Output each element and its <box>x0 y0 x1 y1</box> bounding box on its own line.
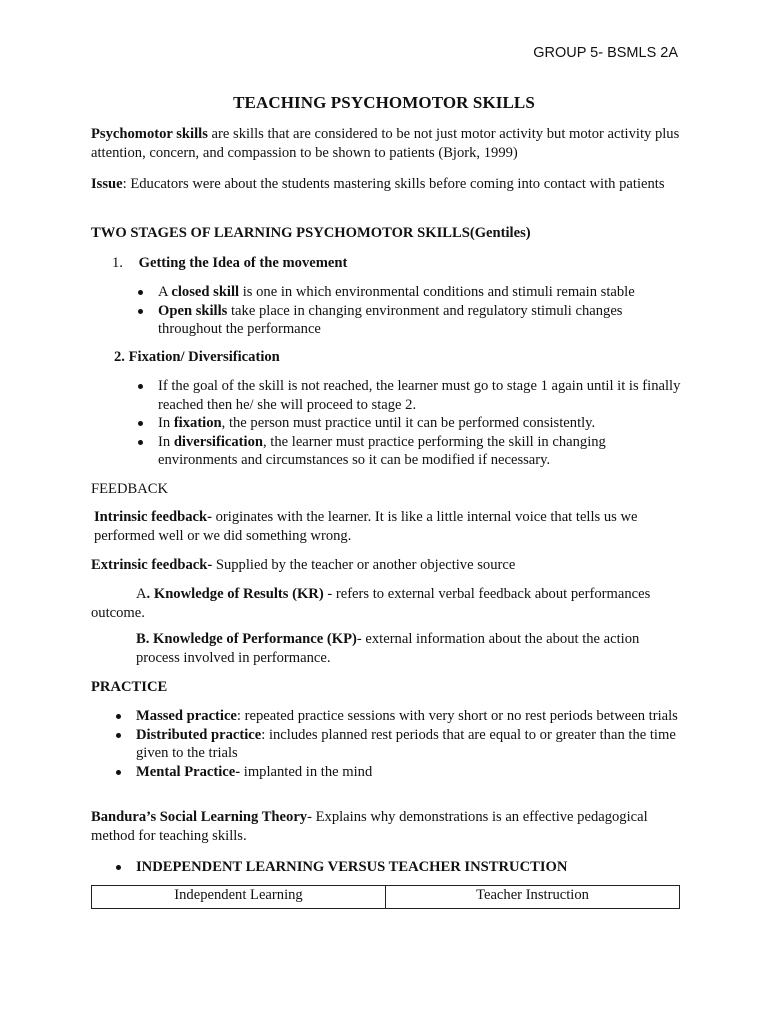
intrinsic-feedback: Intrinsic feedback- originates with the learner. It is like a little internal voice that tells us we performed well or we did something wrong. <box>94 509 638 544</box>
definition-term: Psychomotor skills <box>91 126 208 142</box>
list-item: In fixation, the person must practice until it can be performed consistently. <box>136 414 681 433</box>
issue-text: : Educators were about the students mastering skills before coming into contact with patients <box>122 176 665 192</box>
page-title: TEACHING PSYCHOMOTOR SKILLS <box>233 93 535 112</box>
stage-1-heading <box>112 254 702 273</box>
practice-bullets <box>114 707 681 781</box>
stage-2-heading: 2. Fixation/ Diversification <box>114 349 280 365</box>
stage-1-title: Getting the Idea of the movement <box>138 255 348 271</box>
practice-heading: PRACTICE <box>91 679 168 695</box>
list-item: Open skills take place in changing environment and regulatory stimuli changes throughout the performance <box>136 302 681 339</box>
issue-paragraph <box>91 175 681 194</box>
knowledge-of-performance: B. Knowledge of Performance (KP)- external information about the about the action process involved in performance. <box>136 631 640 666</box>
list-item: Massed practice: repeated practice sessions with very short or no rest periods between trials <box>114 707 681 726</box>
stage-2-bullets <box>136 377 681 470</box>
comparison-heading: INDEPENDENT LEARNING VERSUS TEACHER INSTRUCTION <box>114 858 681 877</box>
list-item: Distributed practice: includes planned rest periods that are equal to or greater than the time given to the trials <box>114 726 681 763</box>
comparison-heading-list <box>114 858 681 877</box>
comparison-table <box>91 885 680 909</box>
list-item: In diversification, the learner must practice performing the skill in changing environments and circumstances so it can be modified if necessary. <box>136 433 681 470</box>
column-header-independent-learning: Independent Learning <box>174 887 303 903</box>
list-item: If the goal of the skill is not reached, the learner must go to stage 1 again until it is finally reached then he/ she will proceed to stage 2. <box>136 377 681 414</box>
bandura-paragraph: Bandura’s Social Learning Theory- Explains why demonstrations is an effective pedagogical method for teaching skills. <box>91 809 648 844</box>
column-header-teacher-instruction: Teacher Instruction <box>385 886 679 908</box>
definition-text: are skills that are considered to be not just motor activity but motor activity plus attention, concern, and compassion to be shown to patients (Bjork, 1999) <box>91 126 680 161</box>
stage-1-bullets <box>136 283 681 339</box>
list-item: Mental Practice- implanted in the mind <box>114 763 681 782</box>
extrinsic-feedback: Extrinsic feedback- Supplied by the teacher or another objective source <box>91 557 516 573</box>
definition-paragraph <box>91 125 681 162</box>
issue-term: Issue <box>91 176 123 192</box>
stage-1-number: 1. <box>112 255 123 271</box>
group-label: GROUP 5- BSMLS 2A <box>533 45 678 61</box>
list-item: A closed skill is one in which environmental conditions and stimuli remain stable <box>136 283 681 302</box>
stages-heading: TWO STAGES OF LEARNING PSYCHOMOTOR SKILLS(Gentiles) <box>91 225 531 241</box>
knowledge-of-results: A. Knowledge of Results (KR) - refers to external verbal feedback about performances outcome. <box>91 586 651 621</box>
feedback-heading: FEEDBACK <box>91 481 169 497</box>
